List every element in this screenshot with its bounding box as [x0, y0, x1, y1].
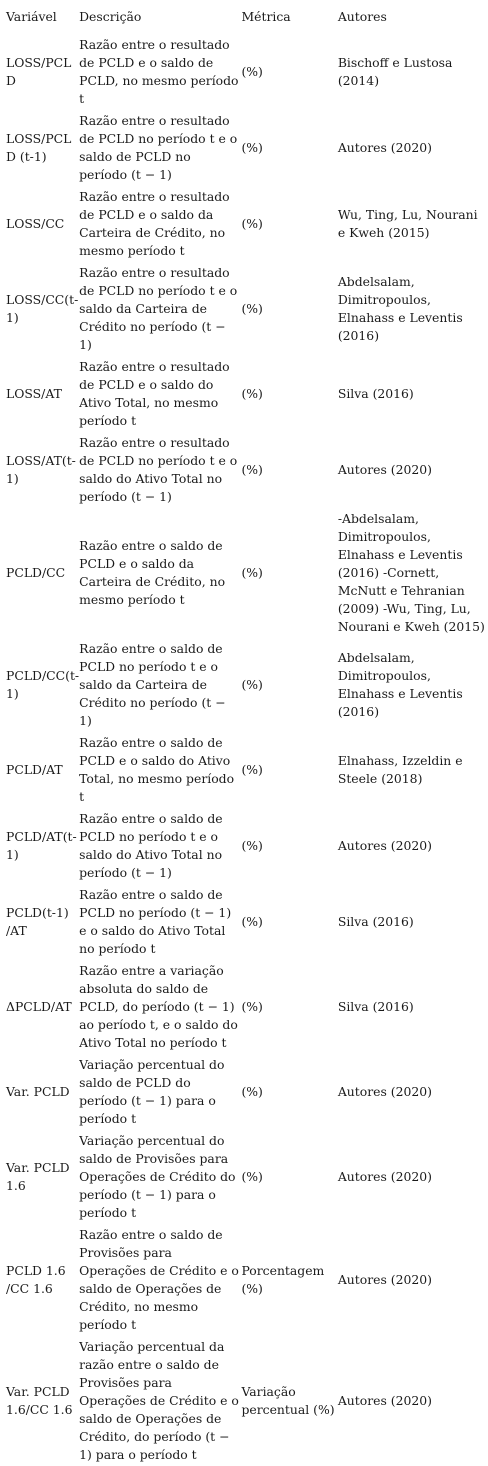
- cell-metric-text: (%): [241, 565, 263, 580]
- cell-description-text: Variação percentual do saldo de PCLD do período (t − 1) para o período t: [79, 1057, 225, 1126]
- cell-metric-text: (%): [241, 301, 263, 316]
- cell-description: [79, 1224, 241, 1336]
- cell-description-text: Razão entre o saldo de PCLD no período (t − 1) e o saldo do Ativo Total no período t: [79, 887, 232, 956]
- cell-description-text: Razão entre a variação absoluta do saldo de PCLD, do período (t − 1) ao período t, e o saldo do Ativo Total no período t: [79, 963, 238, 1050]
- cell-description-text: Razão entre o saldo de Provisões para Operações de Crédito e o saldo de Operações de Crédito, no mesmo período t: [79, 1227, 239, 1332]
- cell-metric: [241, 356, 337, 432]
- cell-metric: [241, 808, 337, 884]
- cell-metric-text: (%): [241, 914, 263, 929]
- cell-description: [79, 732, 241, 808]
- cell-variable: [0, 960, 79, 1054]
- cell-description: [79, 808, 241, 884]
- cell-variable-text: PCLD(t-1) /AT: [6, 905, 69, 938]
- cell-authors-text: Autores (2020): [337, 1169, 432, 1184]
- cell-authors-text: Abdelsalam, Dimitropoulos, Elnahass e Leventis (2016): [337, 650, 463, 719]
- cell-authors-text: Autores (2020): [337, 462, 432, 477]
- cell-variable-text: LOSS/AT: [6, 386, 62, 401]
- cell-authors: [338, 638, 488, 732]
- header-descricao: Descrição: [79, 9, 142, 24]
- cell-variable: [0, 110, 79, 186]
- cell-description-text: Razão entre o saldo de PCLD e o saldo da Carteira de Crédito, no mesmo período t: [79, 538, 226, 607]
- cell-metric-text: (%): [241, 386, 263, 401]
- table-row: [0, 186, 488, 262]
- cell-metric-text: (%): [241, 1084, 263, 1099]
- cell-variable: [0, 508, 79, 638]
- cell-metric: [241, 432, 337, 508]
- cell-authors-text: Autores (2020): [337, 838, 432, 853]
- cell-variable-text: PCLD 1.6 /CC 1.6: [6, 1263, 66, 1296]
- cell-metric-text: (%): [241, 64, 263, 79]
- cell-authors: [338, 732, 488, 808]
- table-row: [0, 432, 488, 508]
- cell-metric: [241, 1224, 337, 1336]
- cell-metric-text: Variação percentual (%): [241, 1384, 335, 1417]
- cell-metric: [241, 1130, 337, 1224]
- cell-description: [79, 110, 241, 186]
- cell-authors-text: Abdelsalam, Dimitropoulos, Elnahass e Leventis (2016): [337, 274, 463, 343]
- cell-description-text: Razão entre o resultado de PCLD no período t e o saldo do Ativo Total no período (t − 1): [79, 435, 238, 504]
- cell-description: [79, 356, 241, 432]
- header-autores: Autores: [337, 9, 387, 24]
- table-row: [0, 808, 488, 884]
- cell-variable: [0, 732, 79, 808]
- cell-metric-text: (%): [241, 462, 263, 477]
- table-row: [0, 34, 488, 110]
- cell-authors: [338, 34, 488, 110]
- cell-variable: [0, 262, 79, 356]
- cell-variable: [0, 808, 79, 884]
- cell-authors: [338, 884, 488, 960]
- table-row: [0, 110, 488, 186]
- table-row: [0, 262, 488, 356]
- cell-variable: [0, 884, 79, 960]
- cell-metric: [241, 732, 337, 808]
- cell-authors-text: Silva (2016): [337, 386, 414, 401]
- cell-description-text: Variação percentual do saldo de Provisões para Operações de Crédito do período (t − 1) para o período t: [79, 1133, 236, 1220]
- cell-authors-text: Bischoff e Lustosa (2014): [337, 55, 453, 88]
- cell-variable: [0, 1336, 79, 1466]
- cell-description: [79, 1336, 241, 1466]
- table-row: [0, 356, 488, 432]
- cell-description: [79, 432, 241, 508]
- cell-authors: [338, 508, 488, 638]
- cell-variable-text: Var. PCLD 1.6/CC 1.6: [6, 1384, 73, 1417]
- cell-authors: [338, 110, 488, 186]
- cell-authors-text: Autores (2020): [337, 140, 432, 155]
- cell-authors: [338, 432, 488, 508]
- cell-description-text: Razão entre o resultado de PCLD no período t e o saldo da Carteira de Crédito no período (t − 1): [79, 265, 238, 352]
- table-row: [0, 508, 488, 638]
- cell-description-text: Razão entre o resultado de PCLD no período t e o saldo de PCLD no período (t − 1): [79, 113, 238, 182]
- table-row: [0, 732, 488, 808]
- cell-metric-text: (%): [241, 838, 263, 853]
- cell-metric: [241, 1336, 337, 1466]
- cell-description: [79, 508, 241, 638]
- cell-metric-text: (%): [241, 216, 263, 231]
- cell-description: [79, 34, 241, 110]
- cell-metric: [241, 186, 337, 262]
- cell-variable: [0, 432, 79, 508]
- cell-metric-text: (%): [241, 999, 263, 1014]
- cell-metric-text: (%): [241, 762, 263, 777]
- table-body: [0, 34, 488, 1466]
- table-row: [0, 884, 488, 960]
- cell-authors: [338, 1054, 488, 1130]
- cell-authors-text: -Abdelsalam, Dimitropoulos, Elnahass e Leventis (2016) -Cornett, McNutt e Tehranian (2009) -Wu, Ting, Lu, Nourani e Kweh (2015): [337, 511, 485, 634]
- cell-variable: [0, 34, 79, 110]
- header-metrica: Métrica: [241, 9, 291, 24]
- cell-metric: [241, 110, 337, 186]
- cell-description-text: Razão entre o saldo de PCLD e o saldo do Ativo Total, no mesmo período t: [79, 735, 235, 804]
- cell-description: [79, 262, 241, 356]
- cell-description-text: Razão entre o resultado de PCLD e o saldo do Ativo Total, no mesmo período t: [79, 359, 230, 428]
- cell-variable-text: LOSS/AT(t-1): [6, 453, 76, 486]
- cell-variable: [0, 1054, 79, 1130]
- cell-variable-text: LOSS/PCLD: [6, 55, 72, 88]
- cell-variable-text: PCLD/AT(t-1): [6, 829, 77, 862]
- cell-authors-text: Elnahass, Izzeldin e Steele (2018): [337, 753, 463, 786]
- cell-authors: [338, 1336, 488, 1466]
- cell-authors: [338, 262, 488, 356]
- cell-description: [79, 638, 241, 732]
- table-row: [0, 1054, 488, 1130]
- cell-metric-text: (%): [241, 140, 263, 155]
- header-row: [0, 0, 488, 34]
- header-variavel: Variável: [6, 9, 57, 24]
- cell-variable-text: LOSS/CC: [6, 216, 65, 231]
- table-row: [0, 1336, 488, 1466]
- cell-variable: [0, 1224, 79, 1336]
- cell-description-text: Variação percentual da razão entre o saldo de Provisões para Operações de Crédito e o saldo de Operações de Crédito, do período (t − 1) para o período t: [79, 1339, 239, 1462]
- cell-metric: [241, 34, 337, 110]
- cell-authors-text: Silva (2016): [337, 914, 414, 929]
- cell-variable-text: PCLD/AT: [6, 762, 63, 777]
- cell-authors: [338, 808, 488, 884]
- cell-variable-text: LOSS/PCLD (t-1): [6, 131, 72, 164]
- cell-variable-text: PCLD/CC: [6, 565, 66, 580]
- cell-authors-text: Autores (2020): [337, 1272, 432, 1287]
- cell-variable: [0, 1130, 79, 1224]
- table-row: [0, 960, 488, 1054]
- cell-authors: [338, 960, 488, 1054]
- cell-metric: [241, 960, 337, 1054]
- cell-description-text: Razão entre o saldo de PCLD no período t e o saldo do Ativo Total no período (t − 1): [79, 811, 223, 880]
- cell-authors: [338, 356, 488, 432]
- cell-metric-text: Porcentagem (%): [241, 1263, 325, 1296]
- cell-metric-text: (%): [241, 677, 263, 692]
- cell-variable-text: Var. PCLD 1.6: [6, 1160, 70, 1193]
- cell-authors: [338, 1224, 488, 1336]
- cell-variable: [0, 638, 79, 732]
- cell-description-text: Razão entre o resultado de PCLD e o saldo de PCLD, no mesmo período t: [79, 37, 239, 106]
- cell-description-text: Razão entre o resultado de PCLD e o saldo da Carteira de Crédito, no mesmo período t: [79, 189, 230, 258]
- cell-metric: [241, 884, 337, 960]
- cell-description: [79, 1130, 241, 1224]
- cell-description: [79, 884, 241, 960]
- table-row: [0, 1130, 488, 1224]
- cell-variable: [0, 186, 79, 262]
- cell-metric-text: (%): [241, 1169, 263, 1184]
- cell-variable-text: LOSS/CC(t-1): [6, 292, 79, 325]
- cell-authors: [338, 1130, 488, 1224]
- cell-metric: [241, 638, 337, 732]
- cell-authors-text: Autores (2020): [337, 1393, 432, 1408]
- cell-description: [79, 1054, 241, 1130]
- table-row: [0, 638, 488, 732]
- cell-metric: [241, 508, 337, 638]
- cell-variable-text: ΔPCLD/AT: [6, 999, 72, 1014]
- cell-authors: [338, 186, 488, 262]
- cell-variable: [0, 356, 79, 432]
- cell-authors-text: Wu, Ting, Lu, Nourani e Kweh (2015): [337, 207, 478, 240]
- cell-authors-text: Autores (2020): [337, 1084, 432, 1099]
- cell-description: [79, 960, 241, 1054]
- table-row: [0, 1224, 488, 1336]
- cell-authors-text: Silva (2016): [337, 999, 414, 1014]
- cell-variable-text: PCLD/CC(t-1): [6, 668, 80, 701]
- cell-metric: [241, 262, 337, 356]
- cell-description-text: Razão entre o saldo de PCLD no período t e o saldo da Carteira de Crédito no período (t − 1): [79, 641, 226, 728]
- cell-metric: [241, 1054, 337, 1130]
- cell-description: [79, 186, 241, 262]
- cell-variable-text: Var. PCLD: [6, 1084, 70, 1099]
